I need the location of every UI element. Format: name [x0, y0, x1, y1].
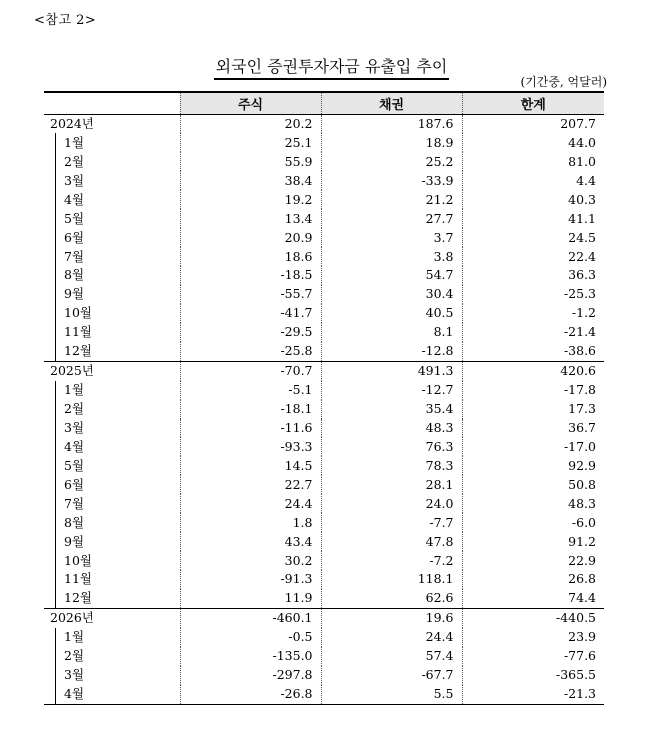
total-value: 4.4	[462, 171, 604, 190]
bonds-value: 19.6	[321, 608, 462, 627]
stocks-value: -0.5	[180, 628, 321, 647]
month-label: 1월	[64, 134, 85, 150]
stocks-value: -5.1	[180, 381, 321, 400]
table-title-text: 외국인 증권투자자금 유출입 추이	[214, 57, 450, 80]
month-row	[44, 532, 604, 551]
stocks-value: -460.1	[180, 608, 321, 627]
total-value: 48.3	[462, 494, 604, 513]
year-label-cell	[44, 114, 180, 133]
bonds-value: -12.8	[321, 342, 462, 361]
stocks-value: 30.2	[180, 551, 321, 570]
year-label: 2025년	[50, 363, 94, 379]
total-value: 24.5	[462, 228, 604, 247]
month-label: 5월	[64, 210, 85, 226]
total-value: -77.6	[462, 647, 604, 666]
unit-note: (기간중, 억달러)	[520, 75, 607, 89]
month-row	[44, 475, 604, 494]
month-label-cell	[44, 304, 180, 323]
month-label-cell	[44, 551, 180, 570]
total-value: 22.4	[462, 247, 604, 266]
month-row	[44, 628, 604, 647]
month-label-cell	[44, 437, 180, 456]
bonds-value: 40.5	[321, 304, 462, 323]
month-label-cell	[44, 647, 180, 666]
total-value: 50.8	[462, 475, 604, 494]
bonds-value: 47.8	[321, 532, 462, 551]
total-value: 17.3	[462, 400, 604, 419]
month-label: 6월	[64, 229, 85, 245]
month-label-cell	[44, 152, 180, 171]
month-row	[44, 666, 604, 685]
month-label: 7월	[64, 495, 85, 511]
month-label: 4월	[64, 438, 85, 454]
month-label: 12월	[64, 590, 92, 606]
total-value: 81.0	[462, 152, 604, 171]
reference-label: <참고 2>	[34, 13, 97, 28]
stocks-value: 24.4	[180, 494, 321, 513]
month-row	[44, 304, 604, 323]
month-row	[44, 589, 604, 608]
total-value: -21.4	[462, 323, 604, 342]
stocks-value: -11.6	[180, 419, 321, 438]
total-value: 36.7	[462, 419, 604, 438]
month-label: 6월	[64, 476, 85, 492]
total-value: 420.6	[462, 361, 604, 380]
month-label-cell	[44, 228, 180, 247]
month-label: 8월	[64, 267, 85, 283]
month-label-cell	[44, 589, 180, 608]
month-label: 2월	[64, 153, 85, 169]
total-value: 92.9	[462, 456, 604, 475]
bonds-value: -12.7	[321, 381, 462, 400]
month-row	[44, 647, 604, 666]
bonds-value: 3.7	[321, 228, 462, 247]
month-row	[44, 209, 604, 228]
bonds-value: 18.9	[321, 133, 462, 152]
month-label: 9월	[64, 533, 85, 549]
bonds-value: -67.7	[321, 666, 462, 685]
bonds-value: 24.4	[321, 628, 462, 647]
year-row	[44, 608, 604, 627]
bonds-value: 491.3	[321, 361, 462, 380]
bonds-value: 8.1	[321, 323, 462, 342]
stocks-value: -93.3	[180, 437, 321, 456]
month-label-cell	[44, 685, 180, 704]
month-label: 8월	[64, 514, 85, 530]
bonds-value: 27.7	[321, 209, 462, 228]
month-label-cell	[44, 666, 180, 685]
month-row	[44, 228, 604, 247]
total-value: -1.2	[462, 304, 604, 323]
stocks-value: -26.8	[180, 685, 321, 704]
month-label-cell	[44, 400, 180, 419]
month-label: 10월	[64, 552, 92, 568]
month-label-cell	[44, 190, 180, 209]
month-label: 3월	[64, 667, 85, 683]
bonds-value: 118.1	[321, 570, 462, 589]
month-row	[44, 190, 604, 209]
stocks-value: 38.4	[180, 171, 321, 190]
stocks-value: 55.9	[180, 152, 321, 171]
month-label: 4월	[64, 686, 85, 702]
month-label-cell	[44, 419, 180, 438]
total-value: -17.8	[462, 381, 604, 400]
year-label: 2024년	[50, 115, 94, 131]
month-label: 9월	[64, 286, 85, 302]
total-value: 22.9	[462, 551, 604, 570]
stocks-value: -25.8	[180, 342, 321, 361]
stocks-value: -91.3	[180, 570, 321, 589]
year-row	[44, 361, 604, 380]
bonds-value: -7.7	[321, 513, 462, 532]
stocks-value: -70.7	[180, 361, 321, 380]
month-label: 2월	[64, 648, 85, 664]
month-label: 7월	[64, 248, 85, 264]
month-label: 10월	[64, 305, 92, 321]
month-label: 2월	[64, 401, 85, 417]
bonds-value: 54.7	[321, 266, 462, 285]
total-value: -25.3	[462, 285, 604, 304]
stocks-value: 11.9	[180, 589, 321, 608]
table-body	[44, 114, 604, 704]
month-label: 12월	[64, 343, 92, 359]
column-header-stocks: 주식	[180, 92, 321, 114]
bonds-value: 78.3	[321, 456, 462, 475]
total-value: 23.9	[462, 628, 604, 647]
stocks-value: -29.5	[180, 323, 321, 342]
month-label-cell	[44, 342, 180, 361]
stocks-value: 19.2	[180, 190, 321, 209]
month-row	[44, 494, 604, 513]
bonds-value: 28.1	[321, 475, 462, 494]
month-label-cell	[44, 570, 180, 589]
month-row	[44, 323, 604, 342]
stocks-value: 25.1	[180, 133, 321, 152]
stocks-value: 13.4	[180, 209, 321, 228]
bonds-value: 24.0	[321, 494, 462, 513]
month-row	[44, 342, 604, 361]
month-label-cell	[44, 323, 180, 342]
header-row	[44, 92, 604, 114]
total-value: -365.5	[462, 666, 604, 685]
month-label-cell	[44, 209, 180, 228]
month-label: 5월	[64, 457, 85, 473]
fund-flow-table	[44, 91, 604, 705]
month-label-cell	[44, 266, 180, 285]
month-row	[44, 570, 604, 589]
stocks-value: 20.9	[180, 228, 321, 247]
column-header-total: 한계	[462, 92, 604, 114]
bonds-value: 3.8	[321, 247, 462, 266]
month-row	[44, 133, 604, 152]
month-label: 1월	[64, 629, 85, 645]
stocks-value: 18.6	[180, 247, 321, 266]
stocks-value: -18.5	[180, 266, 321, 285]
header-corner	[44, 92, 180, 114]
year-label-cell	[44, 608, 180, 627]
stocks-value: -18.1	[180, 400, 321, 419]
total-value: -38.6	[462, 342, 604, 361]
month-label-cell	[44, 247, 180, 266]
bonds-value: 25.2	[321, 152, 462, 171]
total-value: -21.3	[462, 685, 604, 704]
month-row	[44, 419, 604, 438]
month-label-cell	[44, 628, 180, 647]
bonds-value: 5.5	[321, 685, 462, 704]
total-value: -6.0	[462, 513, 604, 532]
stocks-value: -55.7	[180, 285, 321, 304]
total-value: -440.5	[462, 608, 604, 627]
month-row	[44, 513, 604, 532]
month-label-cell	[44, 133, 180, 152]
month-label-cell	[44, 513, 180, 532]
month-label: 4월	[64, 191, 85, 207]
bonds-value: 21.2	[321, 190, 462, 209]
bonds-value: 57.4	[321, 647, 462, 666]
total-value: 41.1	[462, 209, 604, 228]
month-label-cell	[44, 494, 180, 513]
bonds-value: 48.3	[321, 419, 462, 438]
month-label: 11월	[64, 571, 92, 587]
month-label: 1월	[64, 382, 85, 398]
month-row	[44, 247, 604, 266]
month-label: 3월	[64, 172, 85, 188]
month-row	[44, 685, 604, 704]
stocks-value: 22.7	[180, 475, 321, 494]
stocks-value: 43.4	[180, 532, 321, 551]
month-label-cell	[44, 475, 180, 494]
month-row	[44, 285, 604, 304]
total-value: 40.3	[462, 190, 604, 209]
month-row	[44, 551, 604, 570]
stocks-value: -41.7	[180, 304, 321, 323]
stocks-value: 1.8	[180, 513, 321, 532]
month-row	[44, 437, 604, 456]
bonds-value: 30.4	[321, 285, 462, 304]
month-label-cell	[44, 285, 180, 304]
month-row	[44, 152, 604, 171]
total-value: 36.3	[462, 266, 604, 285]
month-label: 3월	[64, 419, 85, 435]
month-row	[44, 171, 604, 190]
bonds-value: 76.3	[321, 437, 462, 456]
total-value: 26.8	[462, 570, 604, 589]
stocks-value: 20.2	[180, 114, 321, 133]
bonds-value: -7.2	[321, 551, 462, 570]
month-row	[44, 266, 604, 285]
month-label-cell	[44, 171, 180, 190]
month-row	[44, 381, 604, 400]
column-header-bonds: 채권	[321, 92, 462, 114]
bonds-value: -33.9	[321, 171, 462, 190]
bonds-value: 62.6	[321, 589, 462, 608]
year-row	[44, 114, 604, 133]
month-label-cell	[44, 456, 180, 475]
stocks-value: 14.5	[180, 456, 321, 475]
total-value: 44.0	[462, 133, 604, 152]
stocks-value: -135.0	[180, 647, 321, 666]
total-value: 74.4	[462, 589, 604, 608]
bonds-value: 35.4	[321, 400, 462, 419]
year-label: 2026년	[50, 610, 94, 626]
month-row	[44, 400, 604, 419]
total-value: 207.7	[462, 114, 604, 133]
month-row	[44, 456, 604, 475]
total-value: -17.0	[462, 437, 604, 456]
month-label-cell	[44, 532, 180, 551]
bonds-value: 187.6	[321, 114, 462, 133]
year-label-cell	[44, 361, 180, 380]
month-label: 11월	[64, 324, 92, 340]
total-value: 91.2	[462, 532, 604, 551]
stocks-value: -297.8	[180, 666, 321, 685]
month-label-cell	[44, 381, 180, 400]
